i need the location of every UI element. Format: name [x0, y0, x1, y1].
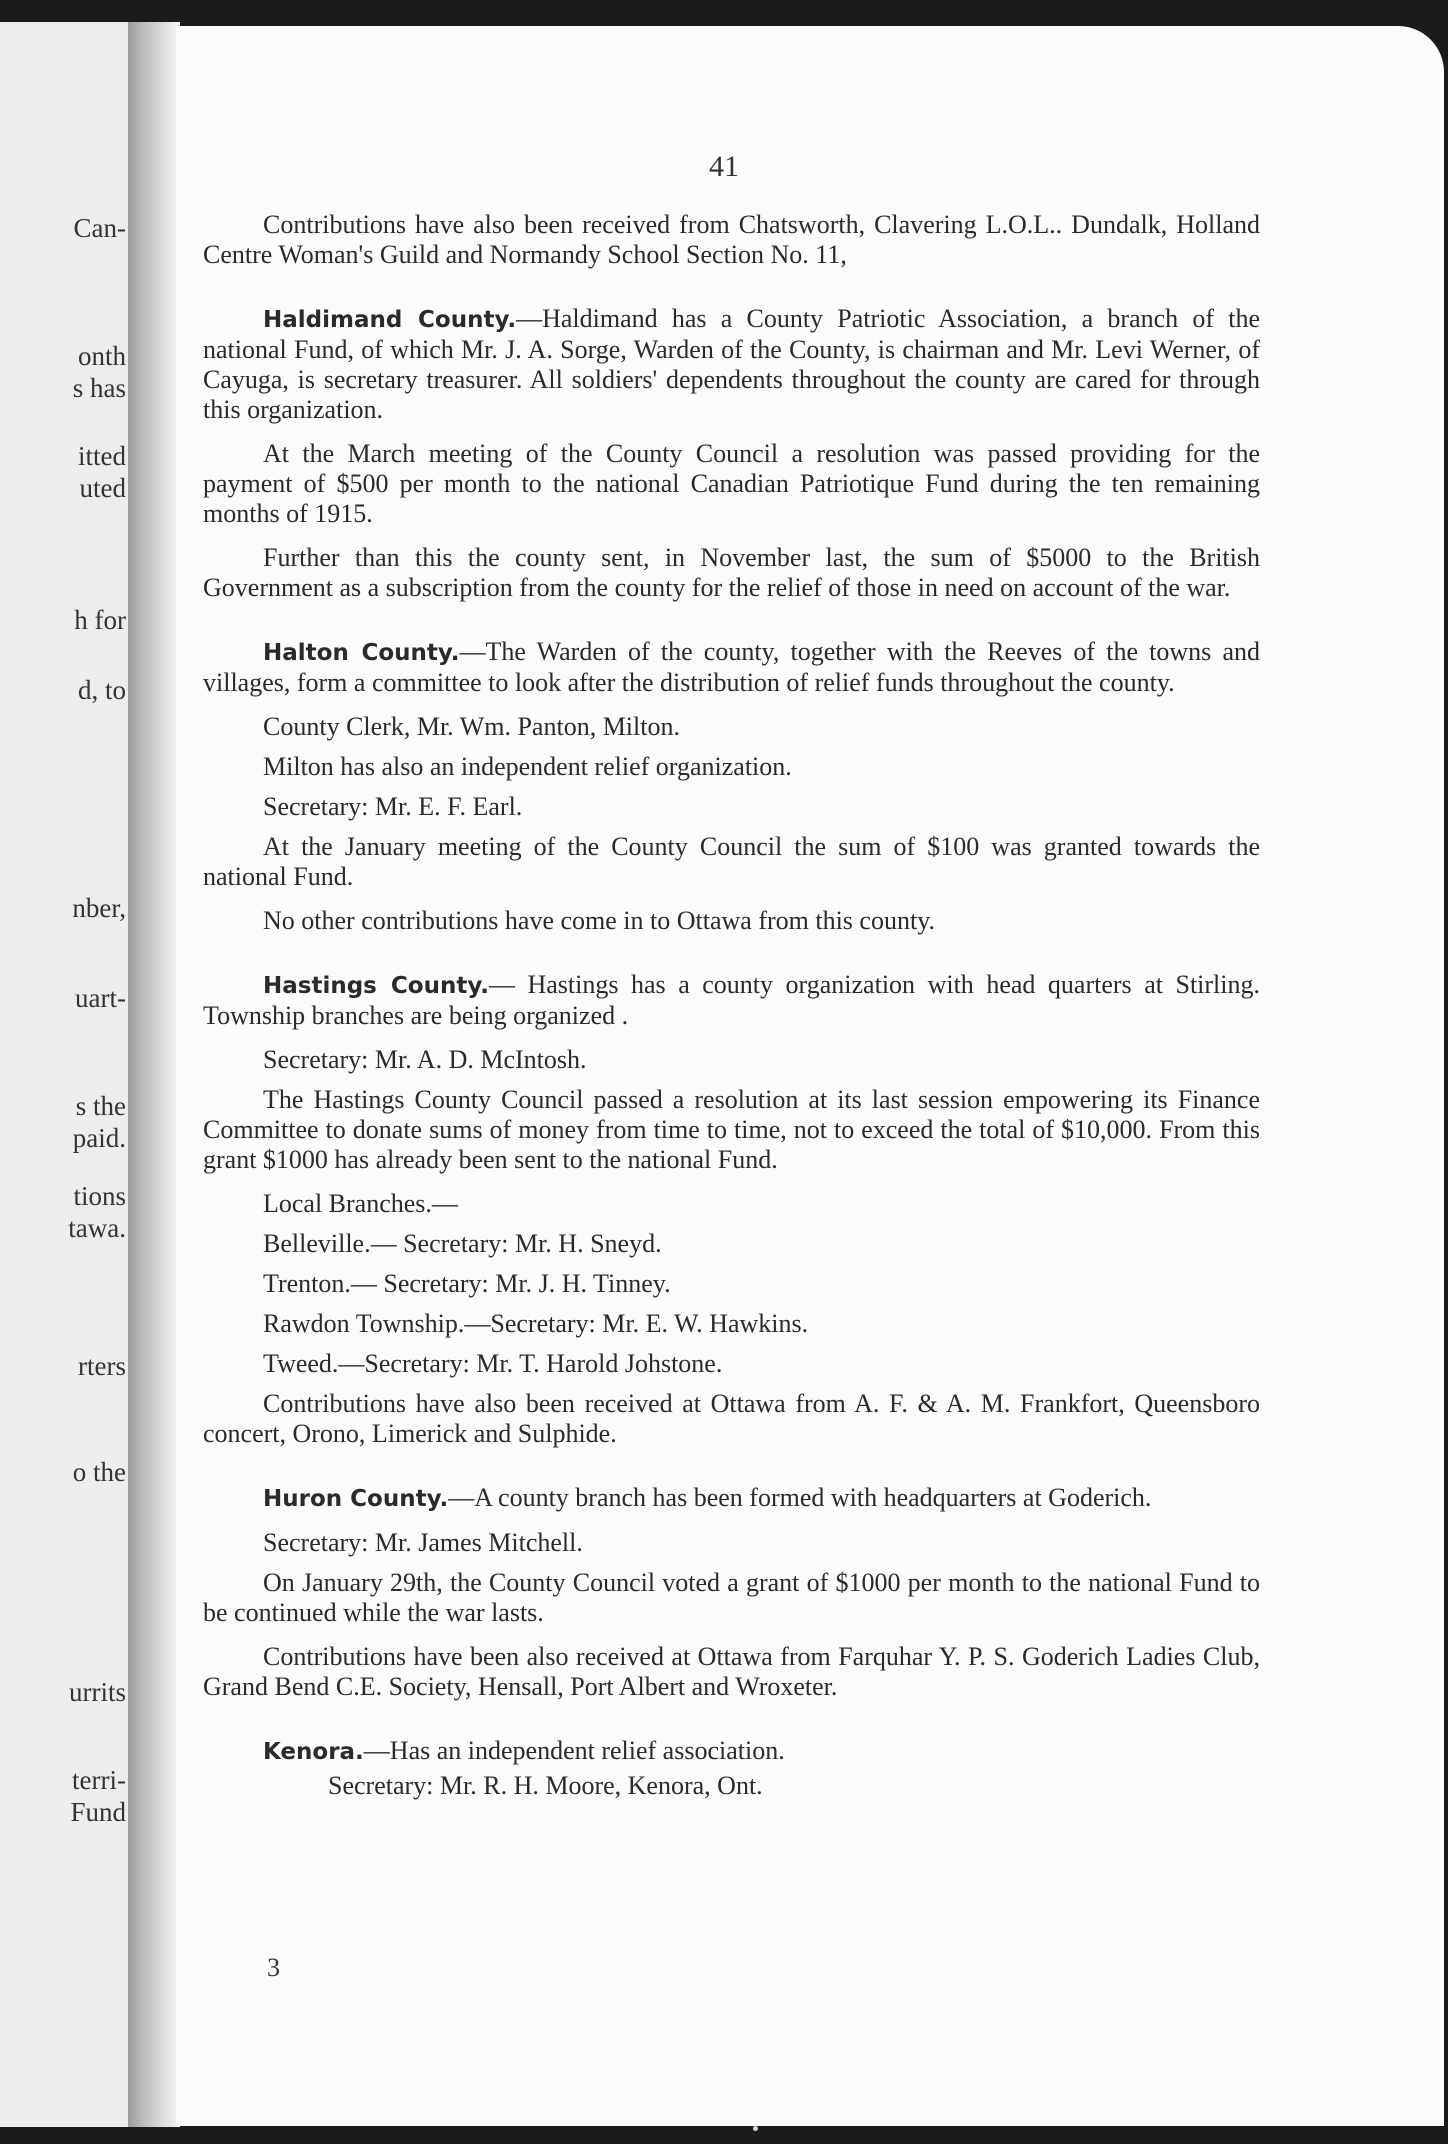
- branch-line: Rawdon Township.—Secretary: Mr. E. W. Hawkins.: [263, 1309, 809, 1338]
- left-fragment: onth: [77, 341, 126, 371]
- section-heading: Haldimand County.: [263, 307, 517, 333]
- secretary-line: Secretary: Mr. E. F. Earl.: [263, 792, 523, 821]
- section-heading: Halton County.: [263, 640, 460, 666]
- paragraph-text: —A county branch has been formed with headquarters at Goderich.: [448, 1483, 1152, 1512]
- page-body: [203, 210, 1260, 1801]
- branch-line: Trenton.— Secretary: Mr. J. H. Tinney.: [263, 1269, 671, 1298]
- paragraph: On January 29th, the County Council voted a grant of $1000 per month to the national Fund to be continued while the war lasts.: [203, 1568, 1260, 1627]
- signature-mark: 3: [267, 1953, 280, 1982]
- left-fragment: d, to: [77, 675, 126, 705]
- paragraph-text: —Has an independent relief association.: [363, 1736, 785, 1765]
- left-fragment: uted: [79, 473, 126, 503]
- hastings-paragraph: [203, 970, 1260, 1031]
- left-fragment: Can-: [73, 213, 126, 243]
- paragraph-text: — Hastings has a county organization with head quarters at Stirling. Township branches are being organized .: [203, 970, 1260, 1030]
- kenora-paragraph: [203, 1736, 1260, 1767]
- paragraph: At the March meeting of the County Council a resolution was passed providing for the payment of $500 per month to the national Canadian Patriotique Fund during the ten remaining months of 1915.: [203, 439, 1260, 528]
- left-fragment: paid.: [72, 1123, 126, 1153]
- left-fragment: Fund: [70, 1797, 126, 1827]
- secretary-line: Secretary: Mr. James Mitchell.: [263, 1528, 583, 1557]
- clerk-line: County Clerk, Mr. Wm. Panton, Milton.: [263, 712, 680, 741]
- left-fragment: terri-: [72, 1765, 126, 1795]
- branch-line: Belleville.— Secretary: Mr. H. Sneyd.: [263, 1229, 662, 1258]
- left-fragment: h for: [74, 605, 126, 635]
- secretary-line: Secretary: Mr. R. H. Moore, Kenora, Ont.: [328, 1771, 763, 1800]
- left-fragment: s has: [72, 373, 126, 403]
- paragraph: Contributions have also been received at Ottawa from A. F. & A. M. Frankfort, Queensboro concert, Orono, Limerick and Sulphide.: [203, 1389, 1260, 1448]
- opening-paragraph: Contributions have also been received from Chatsworth, Clavering L.O.L.. Dundalk, Holland Centre Woman's Guild and Normandy School Section No. 11,: [203, 210, 1260, 269]
- paragraph: Milton has also an independent relief organization.: [263, 752, 792, 781]
- branch-line: Tweed.—Secretary: Mr. T. Harold Johstone.: [263, 1349, 723, 1378]
- left-fragment: tawa.: [68, 1213, 126, 1243]
- page-number: 41: [709, 150, 739, 183]
- left-page-fragment: [0, 22, 132, 2127]
- paragraph: The Hastings County Council passed a resolution at its last session empowering its Finance Committee to donate sums of money from time to time, not to exceed the total of $10,000. From this grant $1000 has already been sent to the national Fund.: [203, 1085, 1260, 1174]
- left-fragment: itted: [78, 441, 126, 471]
- left-fragment: s the: [75, 1091, 126, 1121]
- local-branches-label: Local Branches.—: [263, 1189, 458, 1218]
- halton-paragraph: [203, 637, 1260, 698]
- left-fragment: urrits: [69, 1677, 126, 1707]
- scan-speck: [753, 2126, 758, 2131]
- section-heading: Hastings County.: [263, 973, 489, 999]
- haldimand-paragraph: [203, 304, 1260, 425]
- paragraph: At the January meeting of the County Council the sum of $100 was granted towards the national Fund.: [203, 832, 1260, 891]
- paragraph: No other contributions have come in to Ottawa from this county.: [263, 906, 936, 935]
- book-gutter: [128, 22, 180, 2127]
- secretary-line: Secretary: Mr. A. D. McIntosh.: [263, 1045, 587, 1074]
- left-fragment: rters: [78, 1351, 126, 1381]
- huron-paragraph: [203, 1483, 1260, 1514]
- section-heading: Huron County.: [263, 1486, 449, 1512]
- section-heading: Kenora.: [263, 1739, 364, 1765]
- paragraph-text: —Haldimand has a County Patriotic Association, a branch of the national Fund, of which Mr. J. A. Sorge, Warden of the County, is chairman and Mr. Levi Werner, of Cayuga, is secretary treasurer. All soldiers' dependents throughout the county are cared for through this organization.: [203, 304, 1261, 424]
- paragraph: Contributions have been also received at Ottawa from Farquhar Y. P. S. Goderich Ladies Club, Grand Bend C.E. Society, Hensall, Port Albert and Wroxeter.: [203, 1642, 1260, 1701]
- left-fragment: o the: [72, 1457, 126, 1487]
- left-fragment: uart-: [75, 983, 126, 1013]
- paragraph: Further than this the county sent, in November last, the sum of $5000 to the British Government as a subscription from the county for the relief of those in need on account of the war.: [203, 543, 1260, 602]
- paragraph-text: —The Warden of the county, together with the Reeves of the towns and villages, form a committee to look after the distribution of relief funds throughout the county.: [203, 637, 1261, 697]
- left-fragment: tions: [73, 1181, 126, 1211]
- left-fragment: nber,: [72, 893, 126, 923]
